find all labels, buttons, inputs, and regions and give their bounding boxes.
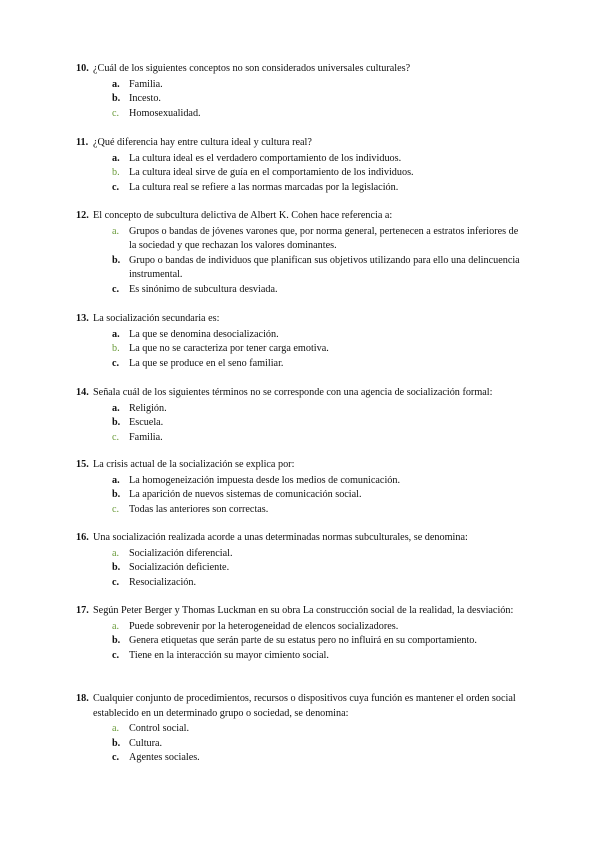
option-text: Familia. [129, 431, 163, 443]
question-text: Señala cuál de los siguientes términos no se corresponde con una agencia de socialización formal: [93, 387, 493, 398]
option-text: Agentes sociales. [129, 752, 200, 764]
option [0, 620, 600, 635]
correct-option-letter: b. [112, 167, 120, 179]
option [0, 152, 600, 167]
option-letter: a. [112, 152, 120, 164]
option-text: Resocialización. [129, 576, 197, 588]
option-text: La que se denomina desocialización. [129, 328, 279, 340]
question-text: La socialización secundaria es: [93, 313, 220, 324]
option-text: Incesto. [129, 93, 161, 105]
question-10 [0, 62, 600, 121]
correct-option-letter: c. [112, 431, 120, 443]
option-text: Socialización deficiente. [129, 562, 230, 574]
question-number: 14. [76, 387, 89, 398]
correct-option-letter: c. [112, 107, 120, 119]
option [0, 576, 600, 591]
option-text: Homosexualidad. [129, 107, 201, 119]
question-12 [0, 209, 600, 298]
correct-option-letter: a. [112, 225, 120, 237]
option [0, 751, 600, 766]
option [0, 166, 600, 181]
option [0, 416, 600, 431]
option-letter: a. [112, 402, 120, 414]
question-number: 12. [76, 210, 89, 221]
option [0, 342, 600, 357]
option-text: La cultura ideal es el verdadero comportamiento de los individuos. [129, 152, 402, 164]
option-text: Escuela. [129, 417, 164, 429]
option-text: Puede sobrevenir por la heterogeneidad de elencos socializadores. [129, 620, 399, 632]
option [0, 357, 600, 372]
question-number: 16. [76, 532, 89, 543]
question-number: 17. [76, 605, 89, 616]
option-letter: b. [112, 635, 121, 647]
question-number: 15. [76, 459, 89, 470]
question-number: 11. [76, 137, 89, 148]
option-text: La que se produce en el seno familiar. [129, 357, 284, 369]
option [0, 561, 600, 576]
option-letter: b. [112, 737, 121, 749]
question-text: ¿Cuál de los siguientes conceptos no son considerados universales culturales? [93, 63, 411, 74]
question-11 [0, 136, 600, 195]
option-text: Cultura. [129, 737, 163, 749]
question-text: El concepto de subcultura delictiva de Albert K. Cohen hace referencia a: [93, 210, 393, 221]
correct-option-letter: a. [112, 723, 120, 735]
option-text: Genera etiquetas que serán parte de su estatus pero no influirá en su comportamiento. [129, 635, 477, 647]
option-letter: b. [112, 93, 121, 105]
option-text: La aparición de nuevos sistemas de comunicación social. [129, 489, 362, 501]
option-letter: b. [112, 562, 121, 574]
option-text: Todas las anteriores son correctas. [129, 503, 269, 515]
option-text: Tiene en la interacción su mayor cimiento social. [129, 649, 329, 661]
question-text: La crisis actual de la socialización se explica por: [93, 459, 295, 470]
option [0, 181, 600, 196]
question-18 [0, 692, 600, 766]
option-text: Familia. [129, 78, 163, 90]
correct-option-letter: a. [112, 620, 120, 632]
option [0, 431, 600, 446]
option-letter: b. [112, 254, 121, 266]
option [0, 225, 600, 254]
option-letter: c. [112, 576, 120, 588]
option-letter: c. [112, 181, 120, 193]
correct-option-letter: a. [112, 547, 120, 559]
option-text: Grupo o bandas de individuos que planifican sus objetivos utilizando para ello una delincuencia instrumental. [129, 254, 520, 281]
option-letter: c. [112, 283, 120, 295]
option [0, 78, 600, 93]
question-text: Una socialización realizada acorde a unas determinadas normas subculturales, se denomina: [93, 532, 468, 543]
option [0, 402, 600, 417]
option-text: Es sinónimo de subcultura desviada. [129, 283, 278, 295]
option-text: Control social. [129, 723, 189, 735]
question-number: 18. [76, 693, 89, 704]
option-text: La que no se caracteriza por tener carga emotiva. [129, 343, 329, 355]
option [0, 92, 600, 107]
option [0, 328, 600, 343]
question-13 [0, 312, 600, 371]
question-14 [0, 386, 600, 445]
option [0, 107, 600, 122]
question-number: 13. [76, 313, 89, 324]
question-17 [0, 604, 600, 663]
option-letter: c. [112, 752, 120, 764]
option-letter: a. [112, 328, 120, 340]
option-text: La cultura ideal sirve de guía en el comportamiento de los individuos. [129, 167, 414, 179]
option [0, 634, 600, 649]
option [0, 474, 600, 489]
option [0, 737, 600, 752]
option-letter: c. [112, 357, 120, 369]
option-letter: c. [112, 649, 120, 661]
question-16 [0, 531, 600, 590]
option [0, 547, 600, 562]
option-text: La cultura real se refiere a las normas marcadas por la legislación. [129, 181, 399, 193]
option [0, 254, 600, 283]
option [0, 722, 600, 737]
option-letter: b. [112, 417, 121, 429]
question-number: 10. [76, 63, 89, 74]
option-text: Religión. [129, 402, 167, 414]
option-letter: b. [112, 489, 121, 501]
question-15 [0, 458, 600, 517]
question-text: Según Peter Berger y Thomas Luckman en su obra La construcción social de la realidad, la desviación: [93, 605, 514, 616]
question-text: ¿Qué diferencia hay entre cultura ideal y cultura real? [93, 137, 312, 148]
option-letter: a. [112, 78, 120, 90]
correct-option-letter: c. [112, 503, 120, 515]
question-text: Cualquier conjunto de procedimientos, recursos o dispositivos cuya función es mantener el orden social establecido en un determinado grupo o sociedad, se denomina: [93, 693, 516, 719]
option-letter: a. [112, 474, 120, 486]
option [0, 283, 600, 298]
option [0, 488, 600, 503]
option [0, 649, 600, 664]
option [0, 503, 600, 518]
correct-option-letter: b. [112, 343, 120, 355]
option-text: La homogeneización impuesta desde los medios de comunicación. [129, 474, 401, 486]
option-text: Socialización diferencial. [129, 547, 233, 559]
option-text: Grupos o bandas de jóvenes varones que, por norma general, pertenecen a estratos inferiores de la sociedad y que rechazan los valores dominantes. [129, 225, 519, 252]
